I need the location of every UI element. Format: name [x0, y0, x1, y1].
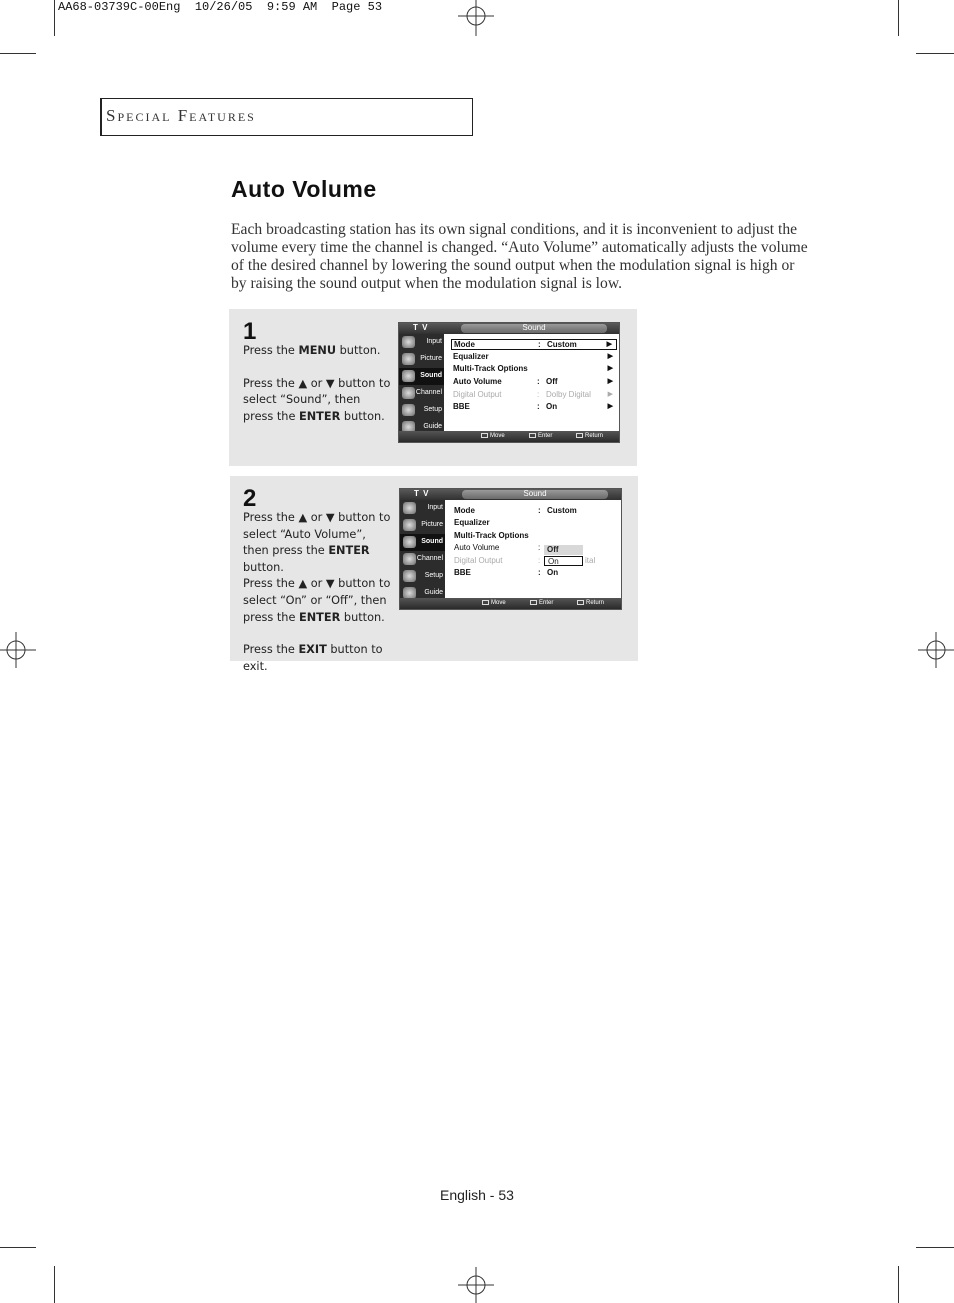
hint-enter: Enter [530, 600, 553, 606]
arrow-right-icon: ▶ [607, 365, 613, 372]
move-icon [481, 433, 488, 438]
step-2-instructions [243, 510, 391, 675]
auto-volume-dropdown[interactable] [544, 545, 583, 567]
osd-row-auto-volume[interactable]: Auto Volume : Off ▶ [453, 377, 613, 386]
osd-row-multi-track[interactable]: Multi-Track Options [454, 531, 529, 540]
osd-sidebar-channel[interactable]: Channel [400, 551, 445, 568]
osd-sidebar-input[interactable]: Input [399, 334, 444, 351]
step-2-number: 2 [243, 485, 257, 512]
crop-mark [0, 53, 36, 54]
registration-mark-icon [458, 1267, 494, 1303]
tv-menu-screen-1 [398, 322, 620, 443]
osd-tv-label: T V [414, 489, 430, 498]
intro-paragraph: Each broadcasting station has its own signal conditions, and it is inconvenient to adjust the volume every time the channel is changed. “Auto Volume” automatically adjusts the volume of the desired channel by lowering the sound output when the modulation signal is high or by raising the sound output when the modulation signal is low. [231, 221, 808, 292]
osd-row-mode[interactable]: Mode : Custom [454, 506, 577, 515]
arrow-right-icon: ▶ [607, 403, 613, 410]
crop-mark [916, 1247, 954, 1248]
osd-sidebar-picture[interactable]: Picture [399, 351, 444, 368]
osd-hint-bar [399, 431, 619, 442]
step-1-line-1: Press the MENU button. [243, 344, 381, 357]
step-1-line-2: Press the ▲ or ▼ button to select “Sound”, then press the ENTER button. [243, 376, 391, 423]
hint-move: Move [481, 433, 505, 439]
arrow-right-icon: ▶ [606, 341, 612, 348]
channel-icon [402, 387, 415, 399]
osd-sidebar-setup[interactable]: Setup [400, 568, 445, 585]
input-icon [403, 502, 416, 514]
dropdown-option-off[interactable]: Off [544, 545, 583, 555]
osd-sidebar-sound[interactable]: Sound [400, 534, 445, 551]
registration-mark-icon [0, 632, 36, 668]
arrow-right-icon: ▶ [607, 353, 613, 360]
registration-mark-icon [458, 0, 494, 36]
osd-row-auto-volume[interactable]: Auto Volume : [454, 543, 541, 552]
crop-mark [0, 1247, 36, 1248]
osd-title-bar [400, 489, 621, 500]
return-icon [577, 600, 584, 605]
hint-move: Move [482, 600, 506, 606]
step-2-line-2: Press the ▲ or ▼ button to select “On” or “Off”, then press the ENTER button. [243, 577, 391, 624]
osd-sidebar-setup[interactable]: Setup [399, 402, 444, 419]
picture-icon [403, 519, 416, 531]
osd-row-equalizer[interactable]: Equalizer ▶ [453, 352, 613, 361]
picture-icon [402, 353, 415, 365]
registration-mark-icon [918, 632, 954, 668]
step-1-instructions [243, 343, 391, 425]
crop-mark [54, 1266, 55, 1303]
setup-icon [403, 570, 416, 582]
osd-sidebar [400, 500, 445, 598]
osd-sidebar-sound[interactable]: Sound [399, 368, 444, 385]
enter-icon [529, 433, 536, 438]
input-icon [402, 336, 415, 348]
osd-tab-sound: Sound [461, 324, 607, 333]
sound-icon [403, 536, 416, 548]
osd-row-equalizer[interactable]: Equalizer [454, 518, 490, 527]
enter-icon [530, 600, 537, 605]
crop-mark [898, 1266, 899, 1303]
osd-sidebar [399, 334, 444, 432]
step-2-line-1: Press the ▲ or ▼ button to select “Auto Volume”, then press the ENTER button. [243, 511, 391, 574]
printer-slug: AA68-03739C-00Eng 10/26/05 9:59 AM Page 53 [58, 0, 383, 14]
osd-tab-sound: Sound [462, 490, 608, 499]
channel-icon [403, 553, 416, 565]
crop-mark [898, 0, 899, 36]
osd-sidebar-guide[interactable]: Guide [399, 419, 444, 436]
osd-hint-bar [400, 598, 621, 609]
tv-menu-screen-2 [399, 488, 622, 610]
osd-row-mode[interactable]: Mode : Custom ▶ [451, 339, 617, 350]
osd-row-multi-track[interactable]: Multi-Track Options ▶ [453, 364, 613, 373]
osd-sidebar-guide[interactable]: Guide [400, 585, 445, 602]
osd-sidebar-channel[interactable]: Channel [399, 385, 444, 402]
sound-icon [402, 370, 415, 382]
hint-return: Return [577, 600, 604, 606]
hint-return: Return [576, 433, 603, 439]
dropdown-option-on[interactable]: On [544, 556, 583, 566]
page-number: English - 53 [440, 1187, 514, 1203]
osd-row-digital-output: Digital Output : Dolby Digital ▶ [453, 390, 613, 399]
page-title: Auto Volume [231, 176, 377, 202]
arrow-right-icon: ▶ [607, 391, 613, 398]
step-1-number: 1 [243, 318, 257, 345]
setup-icon [402, 404, 415, 416]
osd-row-bbe[interactable]: BBE : On ▶ [453, 402, 613, 411]
osd-sidebar-picture[interactable]: Picture [400, 517, 445, 534]
move-icon [482, 600, 489, 605]
osd-sidebar-input[interactable]: Input [400, 500, 445, 517]
osd-title-bar [399, 323, 619, 334]
hint-enter: Enter [529, 433, 552, 439]
osd-row-bbe[interactable]: BBE : On [454, 568, 559, 577]
arrow-right-icon: ▶ [607, 378, 613, 385]
section-title: Special Features [106, 106, 256, 125]
step-2-line-3: Press the EXIT button to exit. [243, 643, 383, 673]
crop-mark [54, 0, 55, 36]
crop-mark [916, 53, 954, 54]
osd-tv-label: T V [413, 323, 429, 332]
osd-row-digital-output: Digital Output : ital [454, 556, 596, 565]
return-icon [576, 433, 583, 438]
